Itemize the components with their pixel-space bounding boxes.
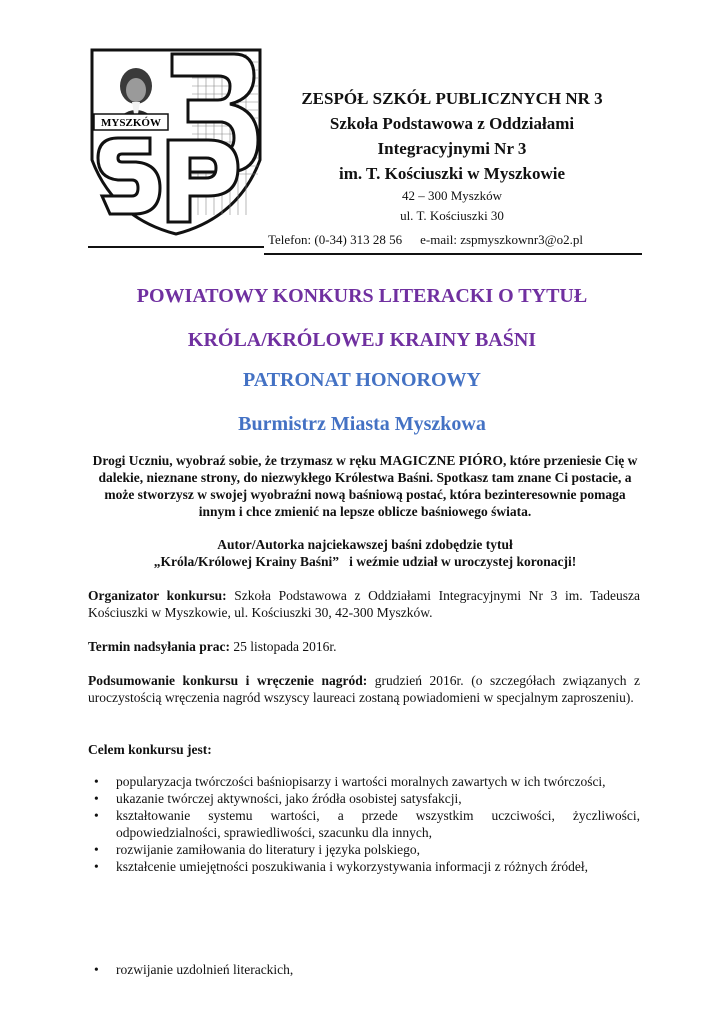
award-line-1: Autor/Autorka najciekawszej baśni zdobędzie tytuł — [217, 537, 513, 552]
email-address: e-mail: zspmyszkownr3@o2.pl — [420, 232, 584, 247]
street-address: ul. T. Kościuszki 30 — [400, 208, 504, 223]
bullet-icon: • — [94, 859, 99, 874]
crest-city-label: MYSZKÓW — [101, 117, 161, 129]
list-item: • popularyzacja twórczości baśniopisarzy i wartości moralnych zawartych w ich twórczości, — [94, 774, 606, 789]
deadline-label: Termin nadsyłania prac: — [88, 639, 231, 654]
summary-paragraph — [88, 672, 640, 706]
summary-label: Podsumowanie konkursu i wręczenie nagród: — [88, 673, 368, 688]
list-item: • kształtowanie systemu wartości, a przede wszystkim uczciwości, życzliwości, odpowiedzialności, sprawiedliwości, szacunku dla innych, — [94, 808, 640, 840]
bullet-icon: • — [94, 962, 99, 977]
bullet-icon: • — [94, 774, 99, 789]
deadline-text: 25 listopada 2016r. — [230, 639, 337, 654]
header-rule-left — [88, 246, 264, 248]
school-line-4: im. T. Kościuszki w Myszkowie — [338, 164, 566, 183]
organizer-paragraph — [88, 587, 640, 621]
goals-heading: Celem konkursu jest: — [88, 742, 212, 757]
award-line-2: „Króla/Królowej Krainy Baśni” i weźmie udział w uroczystej koronacji! — [153, 554, 577, 569]
list-item: • ukazanie twórczej aktywności, jako źródła osobistej satysfakcji, — [94, 791, 462, 806]
school-name: ZESPÓŁ SZKÓŁ PUBLICZNYCH NR 3 — [301, 89, 603, 108]
award-paragraph — [88, 536, 642, 570]
school-heading — [262, 86, 642, 226]
goals-list-continued — [88, 961, 640, 978]
list-item: • kształcenie umiejętności poszukiwania i wykorzystywania informacji z różnych źródeł, — [94, 859, 588, 874]
bullet-icon: • — [94, 842, 99, 857]
school-line-3: Integracyjnymi Nr 3 — [377, 139, 527, 158]
postal-address: 42 – 300 Myszków — [401, 188, 503, 203]
phone-number: Telefon: (0-34) 313 28 56 — [268, 232, 403, 247]
list-item: • rozwijanie uzdolnień literackich, — [94, 962, 294, 977]
bullet-icon: • — [94, 791, 99, 806]
patronage-heading: PATRONAT HONOROWY — [243, 369, 481, 391]
list-item: • rozwijanie zamiłowania do literatury i języka polskiego, — [94, 842, 421, 857]
organizer-text: Szkoła Podstawowa z Oddziałami Integracyjnymi Nr 3 im. Tadeusza Kościuszki w Myszkowie, ul. Kościuszki 30, 42-300 Myszków. — [88, 588, 640, 620]
contact-line — [268, 232, 583, 248]
school-crest-logo — [88, 40, 264, 236]
contest-title-line-2: KRÓLA/KRÓLOWEJ KRAINY BAŚNI — [187, 329, 537, 351]
goals-list — [88, 773, 640, 875]
bullet-icon: • — [94, 808, 99, 823]
intro-paragraph: Drogi Uczniu, wyobraź sobie, że trzymasz w ręku MAGICZNE PIÓRO, które przeniesie Cię w dalekie, nieznane strony, do niezwykłego Królestwa Baśni. Spotkasz tam znane Ci postacie, a może stworzysz w swojej wyobraźni nową baśniową postać, która bezinteresownie pomaga innym i chce zmienić na lepsze oblicze baśniowego świata. — [92, 453, 638, 519]
patron-name: Burmistrz Miasta Myszkowa — [238, 413, 486, 435]
organizer-label: Organizator konkursu: — [88, 588, 227, 603]
header-rule-right — [264, 253, 642, 255]
deadline-paragraph — [88, 638, 640, 655]
school-line-2: Szkoła Podstawowa z Oddziałami — [329, 114, 575, 133]
summary-text: grudzień 2016r. (o szczegółach związanych z uroczystością wręczenia nagród wszyscy laureaci zostaną powiadomieni w specjalnym zaproszeniu). — [88, 673, 640, 705]
contest-title-line-1: POWIATOWY KONKURS LITERACKI O TYTUŁ — [136, 285, 588, 307]
